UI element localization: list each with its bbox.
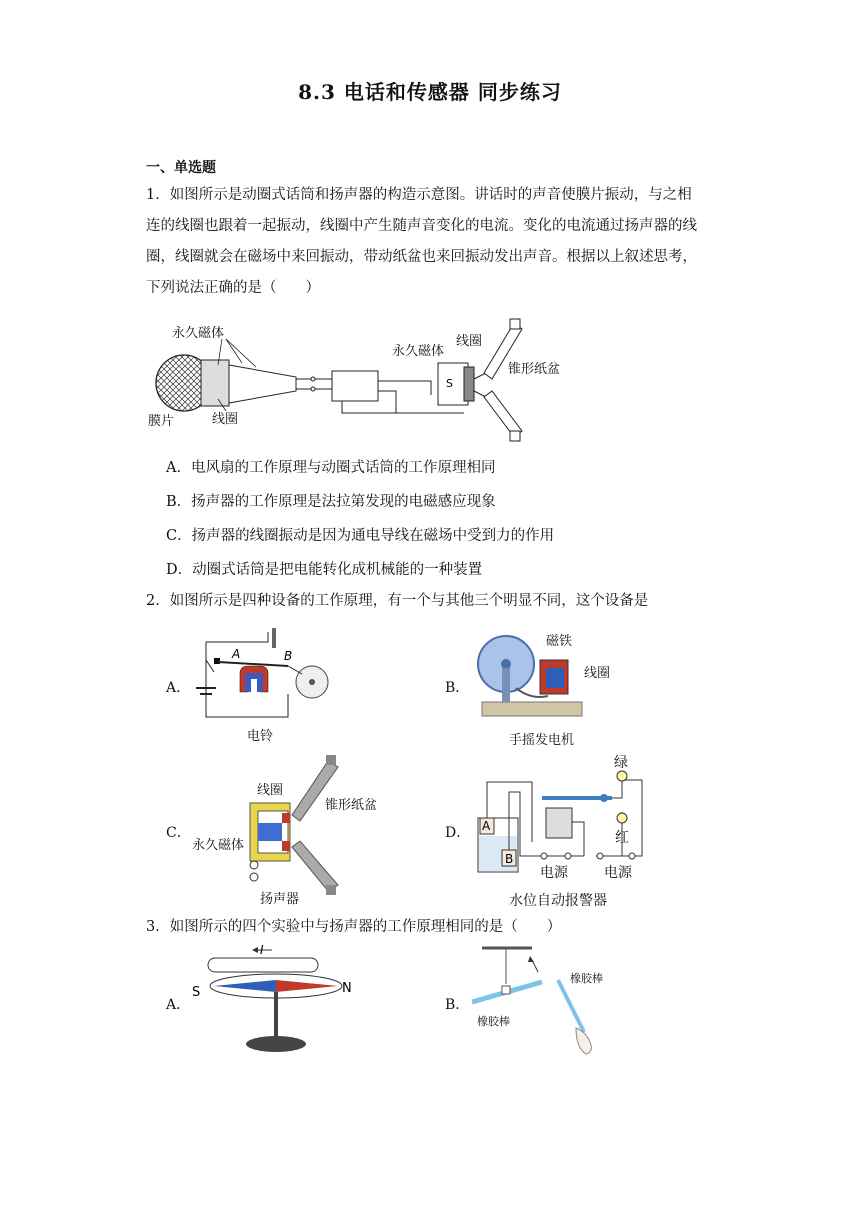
alarm-power1-label: 电源 [540, 865, 568, 881]
alarm-point-a: A [482, 819, 491, 833]
speaker-s-pole: S [446, 377, 453, 390]
alarm-power2-label: 电源 [604, 865, 632, 881]
generator-magnet-label: 磁铁 [546, 634, 573, 649]
speaker-caption: 扬声器 [260, 892, 300, 907]
diaphragm-label: 膜片 [148, 414, 175, 429]
spk-magnet-label: 永久磁体 [392, 344, 445, 359]
q3-option-a-label[interactable]: A． [166, 997, 191, 1013]
q2-option-c-label[interactable]: C． [166, 825, 191, 841]
q1-stem-line: 连的线圈也跟着一起振动，线圈中产生随声音变化的电流。变化的电流通过扬声器的线 [146, 218, 697, 234]
bell-caption: 电铃 [247, 729, 274, 744]
speaker-coil-label: 线圈 [257, 783, 284, 798]
north-pole-label: N [342, 981, 352, 996]
q2-option-a-label[interactable]: A． [166, 680, 191, 696]
south-pole-label: S [192, 985, 201, 1000]
current-label: I [260, 944, 264, 957]
q1-option-d[interactable]: D．动圈式话筒是把电能转化成机械能的一种装置 [166, 562, 483, 578]
generator-caption: 手摇发电机 [509, 733, 575, 748]
q1-stem-line: 1．如图所示是动圈式话筒和扬声器的构造示意图。讲话时的声音使膜片振动，与之相 [146, 187, 692, 203]
generator-coil-label: 线圈 [584, 666, 611, 681]
q1-stem [146, 180, 716, 304]
mic-magnet-label: 永久磁体 [172, 326, 225, 341]
mic-coil-label: 线圈 [212, 412, 239, 427]
page-title: 8.3 电话和传感器 同步练习 [298, 80, 562, 104]
q3-stem: 3．如图所示的四个实验中与扬声器的工作原理相同的是（ ） [146, 919, 562, 935]
speaker-cone-label: 锥形纸盆 [325, 798, 378, 813]
hand-generator-figure [476, 628, 596, 723]
spk-coil-label: 线圈 [456, 334, 483, 349]
q2-option-d-label[interactable]: D． [445, 825, 471, 841]
bell-point-a: A [232, 647, 241, 661]
amplifier-box [332, 371, 378, 401]
alarm-red-label: 红 [615, 830, 629, 846]
q3-option-b-label[interactable]: B． [445, 997, 470, 1013]
oersted-experiment-figure [190, 944, 370, 1059]
rubber-rod-label-1: 橡胶棒 [570, 972, 603, 985]
q1-stem-line: 圈，线圈就会在磁场中来回振动，带动纸盆也来回振动发出声音。根据以上叙述思考， [146, 249, 697, 265]
q2-option-b-label[interactable]: B． [445, 680, 470, 696]
section-heading: 一、单选题 [146, 160, 216, 176]
q1-stem-line: 下列说法正确的是（ ） [146, 280, 320, 296]
q1-option-b[interactable]: B．扬声器的工作原理是法拉第发现的电磁感应现象 [166, 494, 496, 510]
cone-label: 锥形纸盆 [508, 362, 561, 377]
mic-magnet-shape [201, 360, 229, 406]
rubber-rod-label-2: 橡胶棒 [477, 1015, 510, 1028]
speaker-magnet-label: 永久磁体 [192, 838, 245, 853]
alarm-point-b: B [505, 852, 514, 866]
alarm-caption: 水位自动报警器 [509, 893, 607, 909]
q1-option-c[interactable]: C．扬声器的线圈振动是因为通电导线在磁场中受到力的作用 [166, 528, 555, 544]
q2-stem: 2．如图所示是四种设备的工作原理，有一个与其他三个明显不同，这个设备是 [146, 593, 649, 609]
alarm-green-label: 绿 [614, 755, 628, 771]
bell-point-b: B [284, 649, 293, 663]
q1-option-a[interactable]: A．电风扇的工作原理与动圈式话筒的工作原理相同 [166, 460, 496, 476]
rubber-rod-experiment-figure [472, 942, 612, 1057]
electric-bell-figure [188, 622, 338, 722]
speaker-figure [220, 755, 350, 895]
